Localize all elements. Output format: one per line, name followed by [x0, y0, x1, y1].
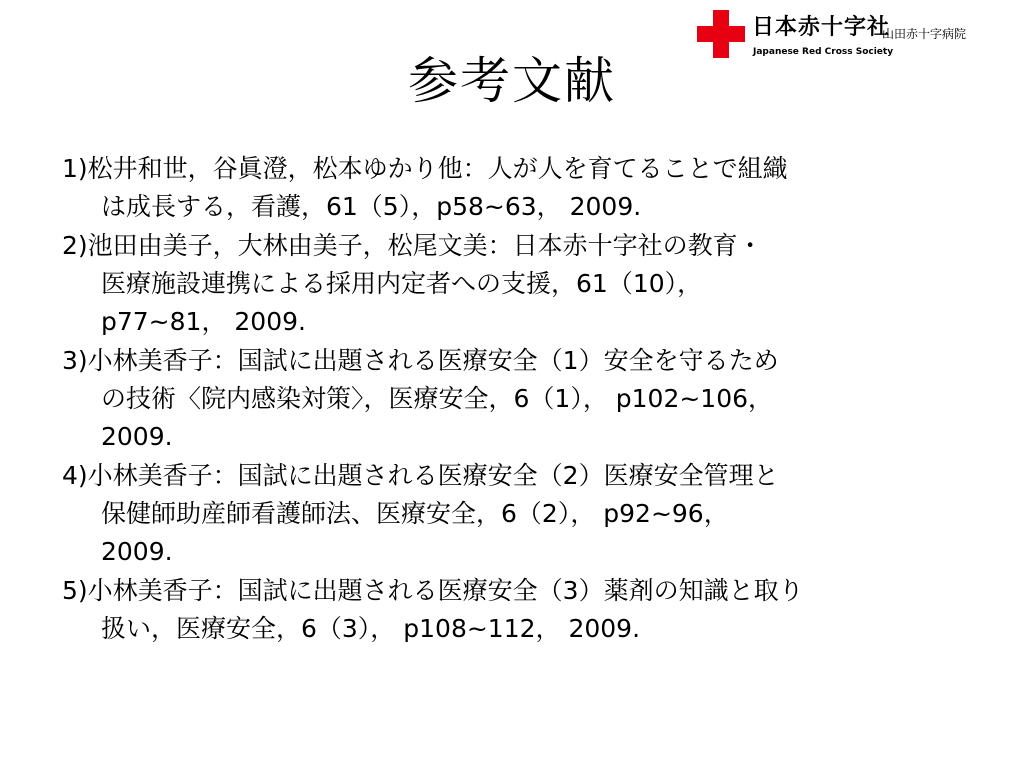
- reference-list: [0, 150, 1024, 648]
- reference-item-5: [0, 572, 1024, 648]
- reference-line: 2009.: [101, 422, 173, 451]
- reference-line: 保健師助産師看護師法、医療安全，6（2）， p92~96，: [101, 499, 729, 528]
- reference-line: の技術〈院内感染対策〉，医療安全，6（1）， p102~106，: [101, 384, 774, 413]
- reference-line: 1)松井和世，谷眞澄，松本ゆかり他：人が人を育てることで組織: [62, 154, 788, 183]
- reference-line: 2009.: [101, 537, 173, 566]
- reference-line: 4)小林美香子：国試に出題される医療安全（2）医療安全管理と: [62, 461, 779, 490]
- reference-line: 扱い，医療安全，6（3）， p108~112， 2009.: [101, 614, 641, 643]
- reference-line: p77~81， 2009.: [101, 307, 306, 336]
- reference-line: は成長する，看護，61（5），p58~63， 2009.: [101, 192, 642, 221]
- org-name: 日本赤十字社: [752, 15, 891, 40]
- reference-item-3: [0, 342, 1024, 456]
- org-name-en: Japanese Red Cross Society: [753, 47, 894, 57]
- reference-item-2: [0, 227, 1024, 341]
- reference-line: 3)小林美香子：国試に出題される医療安全（1）安全を守るため: [62, 346, 779, 375]
- reference-item-4: [0, 457, 1024, 571]
- hospital-name: 山田赤十字病院: [882, 27, 967, 41]
- slide-title: 参考文献: [408, 52, 616, 110]
- reference-line: 医療施設連携による採用内定者への支援，61（10），: [101, 269, 703, 298]
- reference-line: 5)小林美香子：国試に出題される医療安全（3）薬剤の知識と取り: [62, 576, 804, 605]
- reference-line: 2)池田由美子，大林由美子，松尾文美：日本赤十字社の教育・: [62, 231, 763, 260]
- reference-item-1: [0, 150, 1024, 226]
